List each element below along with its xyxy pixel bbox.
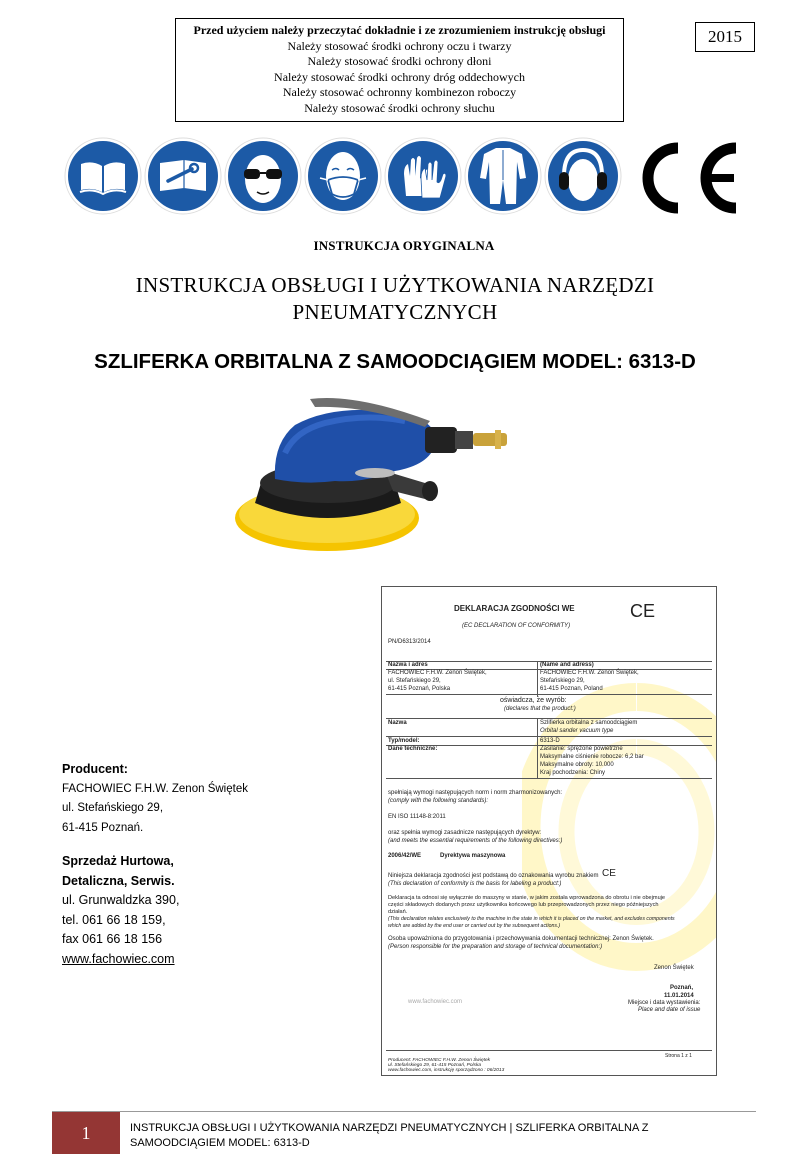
scope-text-en: (This declaration relates exclusively to the machine in the state in which it is placed on the market, and excludes components <box>388 916 675 922</box>
directives-text-en: (and meets the essential requirements of the following directives:) <box>388 838 563 844</box>
declaration-footer-line: Producent: FACHOWIEC F.H.W. Zenon Świętek <box>388 1058 491 1063</box>
website-link[interactable]: www.fachowiec.com <box>62 951 175 966</box>
technical-data-label: Dane techniczne: <box>388 746 438 752</box>
issue-date: 11.01.2014 <box>664 993 694 999</box>
phone-number: tel. 061 66 18 159, <box>62 912 166 927</box>
safety-icons-row <box>62 136 618 216</box>
fax-number: fax 061 66 18 156 <box>62 932 163 946</box>
norm-number: EN ISO 11148-8:2011 <box>388 814 446 820</box>
issue-place-label: Miejsce i data wystawienia: <box>628 1000 701 1006</box>
responsible-person-text-en: (Person responsible for the preparation and storage of technical documentation:) <box>388 944 603 950</box>
ce-mark <box>630 138 742 218</box>
basis-text-en: (This declaration of conformity is the basis for labeling a product:) <box>388 881 562 887</box>
original-instruction-label: INSTRUKCJA ORYGINALNA <box>313 238 495 253</box>
main-title <box>0 272 790 326</box>
warning-title: Przed użyciem należy przeczytać dokładnie i ze zrozumieniem instrukcję obsługi <box>193 23 606 37</box>
technical-data-line: Maksymalne ciśnienie robocze: 6,2 bar <box>540 754 644 760</box>
declaration-title: DEKLARACJA ZGODNOŚCI WE <box>454 604 575 613</box>
responsible-person-text: Osoba upoważniona do przygotowania i przechowywania dokumentacji technicznej: Zenon Świętek. <box>388 936 654 942</box>
declares-text-en: (declares that the product:) <box>504 706 576 712</box>
product-name-en: Orbital sander vacuum type <box>540 728 614 734</box>
warning-line: Należy stosować środki ochrony oczu i twarzy <box>287 38 512 53</box>
scope-text: Deklaracja ta odnosi się wyłącznie do maszyny w stanie, w jakim została wprowadzona do obrotu i nie obejmuje <box>388 895 666 901</box>
basis-text: Niniejsza deklaracja zgodności jest podstawą do oznakowania wyrobu znakiem <box>388 873 599 879</box>
type-model-value: 6313-D <box>540 738 560 744</box>
directives-text: oraz spełnia wymogi zasadnicze następujących dyrektyw: <box>388 830 542 836</box>
producer-name: FACHOWIEC F.H.W. Zenon Świętek <box>62 782 248 795</box>
technical-data-line: Maksymalne obroty: 10.000 <box>540 762 614 768</box>
norms-text-en: (comply with the following standards): <box>388 798 489 804</box>
model-title: SZLIFERKA ORBITALNA Z SAMOODCIĄGIEM MODEL: 6313-D <box>94 350 696 373</box>
producer-info <box>62 760 312 970</box>
warning-line: Należy stosować ochronny kombinezon roboczy <box>282 85 517 99</box>
declaration-website: www.fachowiec.com <box>408 999 463 1005</box>
coverall-icon <box>462 136 544 216</box>
read-manual-icon <box>62 136 144 216</box>
sales-street: ul. Grunwaldzka 390, <box>62 893 180 907</box>
declares-text: oświadcza, że wyrób: <box>500 697 567 704</box>
product-name-label: Nazwa <box>388 720 407 726</box>
technical-data-line: Zasilanie: sprężone powietrzne <box>540 746 623 752</box>
ec-declaration-document <box>381 586 717 1076</box>
year-box: 2015 <box>695 22 755 52</box>
ear-protection-icon <box>542 136 624 216</box>
declaration-footer-line: www.fachowiec.com, instrukcję sporządzono : 06/2013 <box>388 1068 505 1073</box>
main-title-line: PNEUMATYCZNYCH <box>292 300 498 324</box>
issue-place-label-en: Place and date of issue <box>638 1007 701 1013</box>
directive-name: Dyrektywa maszynowa <box>440 853 506 859</box>
norms-text: spełniają wymogi następujących norm i norm zharmonizowanych: <box>388 790 563 796</box>
company-line-en: Stefańskiego 29, <box>540 678 585 684</box>
name-address-label-en: (Name and adress) <box>540 662 594 668</box>
product-name: Szlifierka orbitalna z samoodciągiem <box>540 720 638 726</box>
eye-protection-icon <box>222 136 304 216</box>
page-number: 1 <box>52 1112 120 1154</box>
scope-text: działań. <box>388 909 408 915</box>
scope-text-en: which are added by the end user or carried out by the subsequent actions.) <box>388 923 561 929</box>
orbital-sander-image <box>225 383 525 558</box>
main-title-line: INSTRUKCJA OBSŁUGI I UŻYTKOWANIA NARZĘDZI <box>135 273 655 297</box>
warning-line: Należy stosować środki ochrony słuchu <box>304 100 495 115</box>
issue-place: Poznań, <box>670 985 694 991</box>
company-line: 61-415 Poznań, Polska <box>388 686 451 692</box>
company-line-en: 61-415 Poznan, Poland <box>540 686 603 692</box>
type-model-label: Typ/model: <box>388 738 420 744</box>
name-address-label: Nazwa i adres <box>388 662 428 668</box>
signer-name: Zenon Świętek <box>654 965 694 971</box>
safety-warning-box <box>175 18 624 122</box>
footer-text: INSTRUKCJA OBSŁUGI I UŻYTKOWANIA NARZĘDZI PNEUMATYCZNYCH | SZLIFERKA ORBITALNA Z SAMOODCIĄGIEM MODEL: 6313-D <box>130 1122 649 1149</box>
warning-line: Należy stosować środki ochrony dróg oddechowych <box>274 69 525 84</box>
tool-maintenance-icon <box>142 136 224 216</box>
declaration-subtitle: (EC DECLARATION OF CONFORMITY) <box>462 623 571 629</box>
declaration-number: PN/D6313/2014 <box>388 639 431 645</box>
warning-line: Należy stosować środki ochrony dłoni <box>307 54 492 68</box>
company-line-en: FACHOWIEC F.H.W. Zenon Świętek, <box>540 670 639 676</box>
company-line: FACHOWIEC F.H.W. Zenon Świętek, <box>388 670 487 676</box>
sales-label: Sprzedaż Hurtowa, <box>62 854 174 868</box>
producer-city: 61-415 Poznań. <box>62 821 144 834</box>
declaration-page-number: Strona 1 z 1 <box>665 1053 692 1059</box>
technical-data-line: Kraj pochodzenia: Chiny <box>540 770 606 776</box>
producer-label: Producent: <box>62 762 128 776</box>
producer-street: ul. Stefańskiego 29, <box>62 802 164 814</box>
respirator-icon <box>302 136 384 216</box>
declaration-footer-line: ul. Stefańskiego 29, 61-415 Poznań, Polska <box>388 1063 482 1068</box>
declaration-ce-mark: CE <box>630 601 656 621</box>
company-line: ul. Stefańskiego 29, <box>388 678 441 684</box>
footer-divider <box>52 1111 756 1112</box>
gloves-icon <box>382 136 464 216</box>
directive-number: 2006/42/WE <box>388 853 422 859</box>
sales-label: Detaliczna, Serwis. <box>62 873 175 888</box>
scope-text: części składowych dodanych przez użytkownika końcowego lub przeprowadzonych przez niego późniejszych <box>388 902 659 908</box>
basis-ce-mark: CE <box>602 868 616 879</box>
